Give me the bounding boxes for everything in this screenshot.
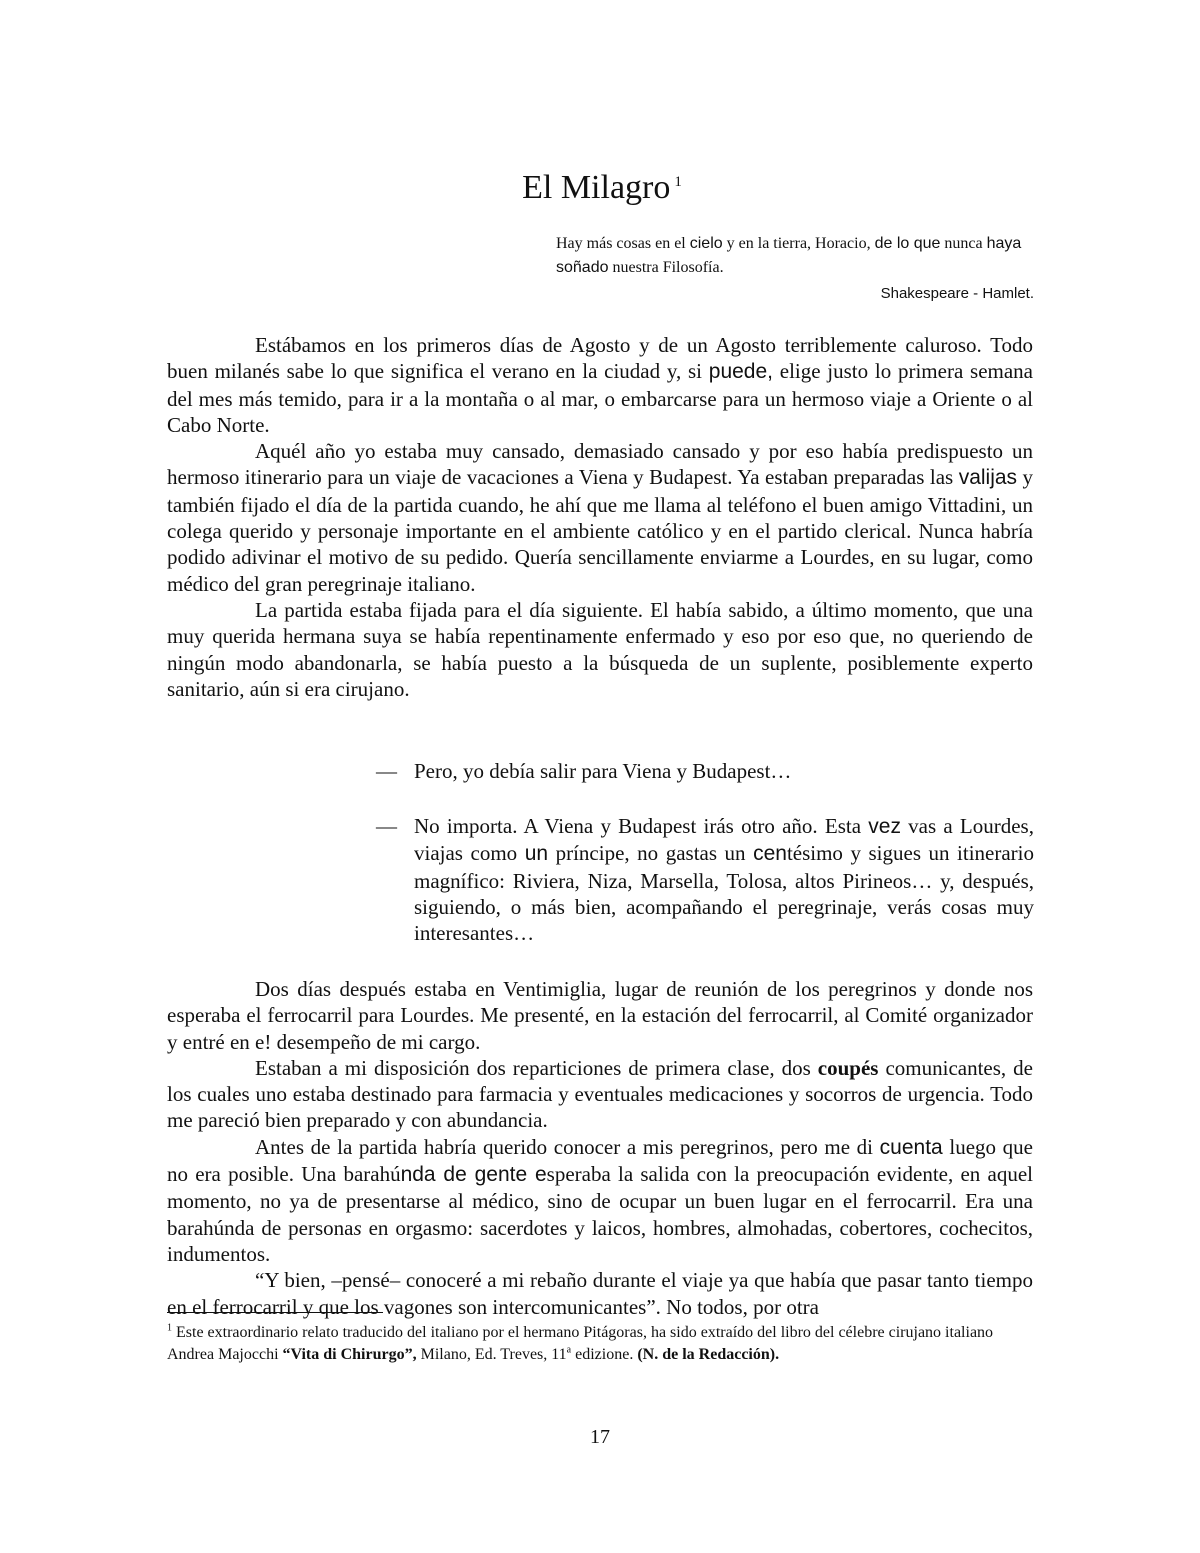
paragraph: Antes de la partida habría querido conocer a mis peregrinos, pero me di cuenta luego que no era posible. Una barahúnda de gente esperaba la salida con la preocupación evidente, en aquel momento, no ya de presentarse al médico, sino de ocupar un buen lugar en el ferrocarril. Era una barahúnda de personas en orgasmo: sacerdotes y laicos, hombres, almohadas, cobertores, cochecitos, indumentos. bbox=[167, 1134, 1033, 1266]
footnote-separator bbox=[167, 1312, 383, 1313]
page-title: El Milagro $^1$ bbox=[522, 169, 682, 206]
paragraph: Estábamos en los primeros días de Agosto y de un Agosto terriblemente caluroso. Todo buen milanés sabe lo que significa el verano en la ciudad y, si puede, elige justo lo primera semana del mes más temido, para ir a la montaña o al mar, o embarcarse para un hermoso viaje a Oriente o al Cabo Norte. bbox=[167, 333, 1033, 437]
dialog-line: — No importa. A Viena y Budapest irás otro año. Esta vez vas a Lourdes, viajas como un príncipe, no gastas un centésimo y sigues un itinerario magnífico: Riviera, Niza, Marsella, Tolosa, altos Pirineos… y, después, siguiendo, o más bien, acompañando el peregrinaje, verás cosas muy interesantes… bbox=[376, 814, 1035, 946]
paragraph: “Y bien, –pensé– conoceré a mi rebaño durante el viaje ya que había que pasar tanto tiempo en el ferrocarril y que los vagones son intercomunicantes”. No todos, por otra bbox=[167, 1268, 1033, 1319]
epigraph-text: Hay más cosas en el cielo y en la tierra, Horacio, de lo que nunca haya soñado nuestra Filosofía. bbox=[556, 235, 1022, 276]
footnote-reference: 1 bbox=[674, 173, 682, 190]
epigraph bbox=[556, 232, 1034, 306]
dialog-line: — Pero, yo debía salir para Viena y Budapest… bbox=[376, 759, 792, 783]
paragraph: Aquél año yo estaba muy cansado, demasiado cansado y por eso había predispuesto un hermoso itinerario para un viaje de vacaciones a Viena y Budapest. Ya estaban preparadas las valijas y también fijado el día de la partida cuando, he ahí que me llama al teléfono el buen amigo Vittadini, un colega querido y personaje importante en el ambiente católico y en el partido clerical. Nunca habría podido adivinar el motivo de su pedido. Quería sencillamente enviarme a Lourdes, en su lugar, como médico del gran peregrinaje italiano. bbox=[167, 439, 1034, 596]
epigraph-attribution: Shakespeare - Hamlet. bbox=[880, 285, 1034, 302]
body-text-upper bbox=[167, 332, 1033, 702]
paragraph: Estaban a mi disposición dos reparticiones de primera clase, dos coupés comunicantes, de los cuales uno estaba destinado para farmacia y eventuales medicaciones y socorros de urgencia. Todo me pareció bien preparado y con abundancia. bbox=[167, 1055, 1033, 1133]
page-number: 17 bbox=[590, 1426, 610, 1448]
body-text-lower bbox=[167, 976, 1033, 1320]
paragraph: Dos días después estaba en Ventimiglia, lugar de reunión de los peregrinos y donde nos esperaba el ferrocarril para Lourdes. Me presenté, en la estación del ferrocarril, al Comité organizador y entré en e! desempeño de mi cargo. bbox=[167, 977, 1033, 1054]
footnote: $^1$ Este extraordinario relato traducido del italiano por el hermano Pitágoras, ha sido extraído del libro del célebre cirujano italiano Andrea Majocchi “Vita di Chirurgo”, Milano, Ed. Treves, 11$^a$ edizione. (N. de la Redacción). bbox=[167, 1322, 994, 1363]
paragraph: La partida estaba fijada para el día siguiente. El había sabido, a último momento, que una muy querida hermana suya se había repentinamente enfermado y eso por eso que, no queriendo de ningún modo abandonarla, se había puesto a la búsqueda de un suplente, posiblemente experto sanitario, aún si era cirujano. bbox=[167, 597, 1033, 701]
